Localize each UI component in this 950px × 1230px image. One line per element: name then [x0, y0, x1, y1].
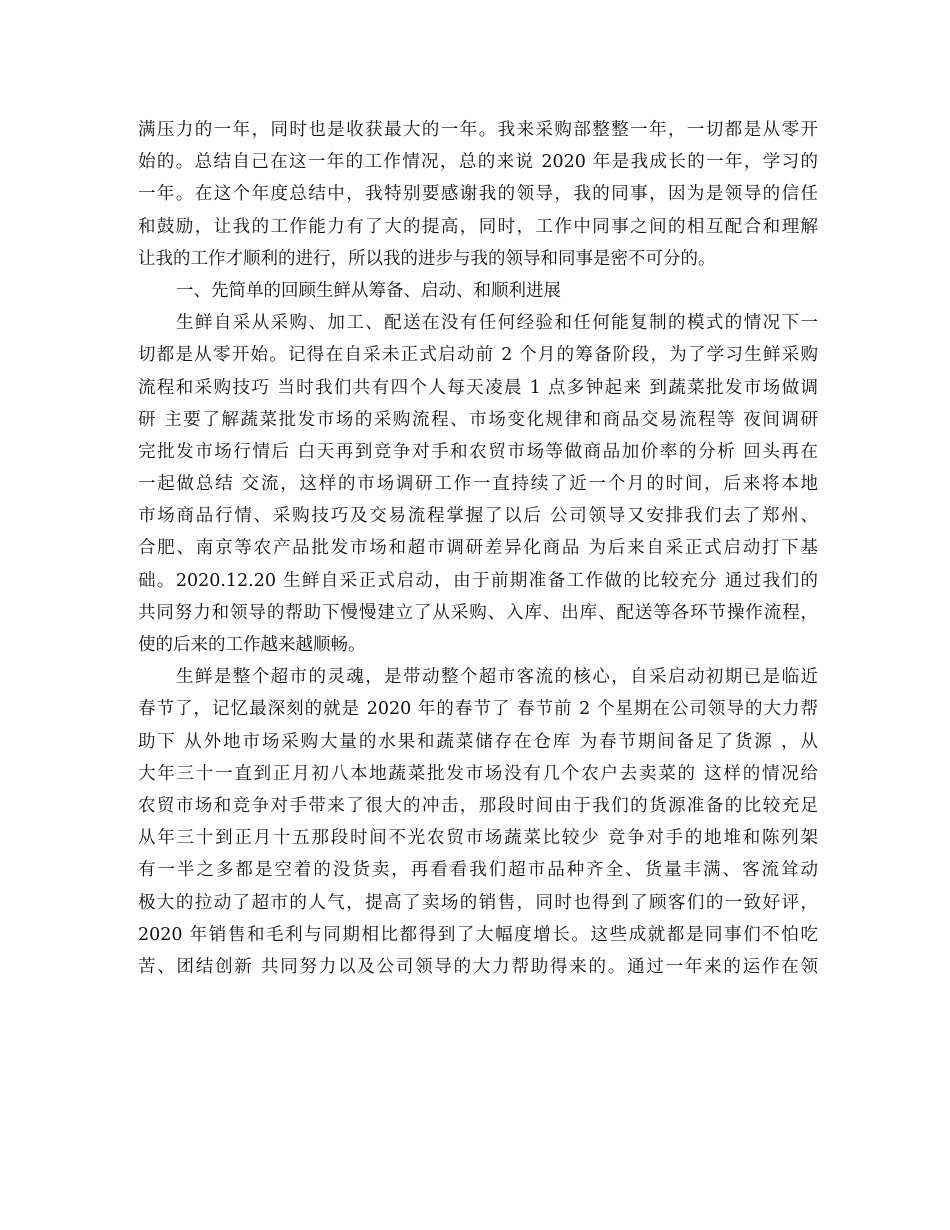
text-line: 市场商品行情、采购技巧及交易流程掌握了以后 公司领导又安排我们去了郑州、: [138, 506, 818, 527]
text-line: 一年。在这个年度总结中，我特别要感谢我的领导，我的同事，因为是领导的信任: [138, 184, 818, 205]
text-line: 有一半之多都是空着的没货卖，再看看我们超市品种齐全、货量丰满、客流耸动: [138, 860, 818, 881]
text-line: 苦、团结创新 共同努力以及公司领导的大力帮助得来的。通过一年来的运作在领: [138, 956, 818, 977]
text-line: 极大的拉动了超市的人气，提高了卖场的销售，同时也得到了顾客们的一致好评，: [138, 892, 818, 913]
text-line: 农贸市场和竞争对手带来了很大的冲击，那段时间由于我们的货源准备的比较充足: [138, 795, 818, 816]
text-line: 春节了，记忆最深刻的就是 2020 年的春节了 春节前 2 个星期在公司领导的大力帮: [138, 699, 818, 720]
text-line: 共同努力和领导的帮助下慢慢建立了从采购、入库、出库、配送等各环节操作流程，: [138, 602, 818, 623]
text-line: 和鼓励，让我的工作能力有了大的提高，同时，工作中同事之间的相互配合和理解: [138, 216, 818, 237]
text-line: 完批发市场行情后 白天再到竞争对手和农贸市场等做商品加价率的分析 回头再在: [138, 441, 818, 462]
text-line: 流程和采购技巧 当时我们共有四个人每天凌晨 1 点多钟起来 到蔬菜批发市场做调: [138, 377, 818, 398]
text-line: 始的。总结自己在这一年的工作情况，总的来说 2020 年是我成长的一年，学习的: [138, 152, 818, 173]
text-line: 让我的工作才顺利的进行，所以我的进步与我的领导和同事是密不可分的。: [138, 248, 716, 269]
text-line: 满压力的一年，同时也是收获最大的一年。我来采购部整整一年，一切都是从零开: [138, 120, 818, 140]
text-line: 合肥、南京等农产品批发市场和超市调研差异化商品 为后来自采正式启动打下基: [138, 538, 818, 559]
text-line: 生鲜是整个超市的灵魂，是带动整个超市客流的核心，自采启动初期已是临近: [176, 667, 818, 688]
text-line: 2020 年销售和毛利与同期相比都得到了大幅度增长。这些成就都是同事们不怕吃: [138, 924, 818, 945]
text-line: 助下 从外地市场采购大量的水果和蔬菜储存在仓库 为春节期间备足了货源 ，从: [138, 731, 818, 752]
text-line: 础。2020.12.20 生鲜自采正式启动，由于前期准备工作做的比较充分 通过我们的: [138, 570, 818, 591]
text-line: 一、先简单的回顾生鲜从筹备、启动、和顺利进展: [176, 280, 561, 301]
body-text: [138, 114, 818, 983]
text-line: 研 主要了解蔬菜批发市场的采购流程、市场变化规律和商品交易流程等 夜间调研: [138, 409, 818, 430]
text-line: 使的后来的工作越来越顺畅。: [138, 635, 366, 655]
text-line: 大年三十一直到正月初八本地蔬菜批发市场没有几个农户去卖菜的 这样的情况给: [138, 763, 818, 784]
text-line: 从年三十到正月十五那段时间不光农贸市场蔬菜比较少 竞争对手的地堆和陈列架: [138, 828, 818, 849]
text-line: 切都是从零开始。记得在自采未正式启动前 2 个月的筹备阶段，为了学习生鲜采购: [138, 345, 818, 366]
text-line: 生鲜自采从采购、加工、配送在没有任何经验和任何能复制的模式的情况下一: [176, 313, 818, 334]
text-line: 一起做总结 交流，这样的市场调研工作一直持续了近一个月的时间，后来将本地: [138, 474, 818, 495]
